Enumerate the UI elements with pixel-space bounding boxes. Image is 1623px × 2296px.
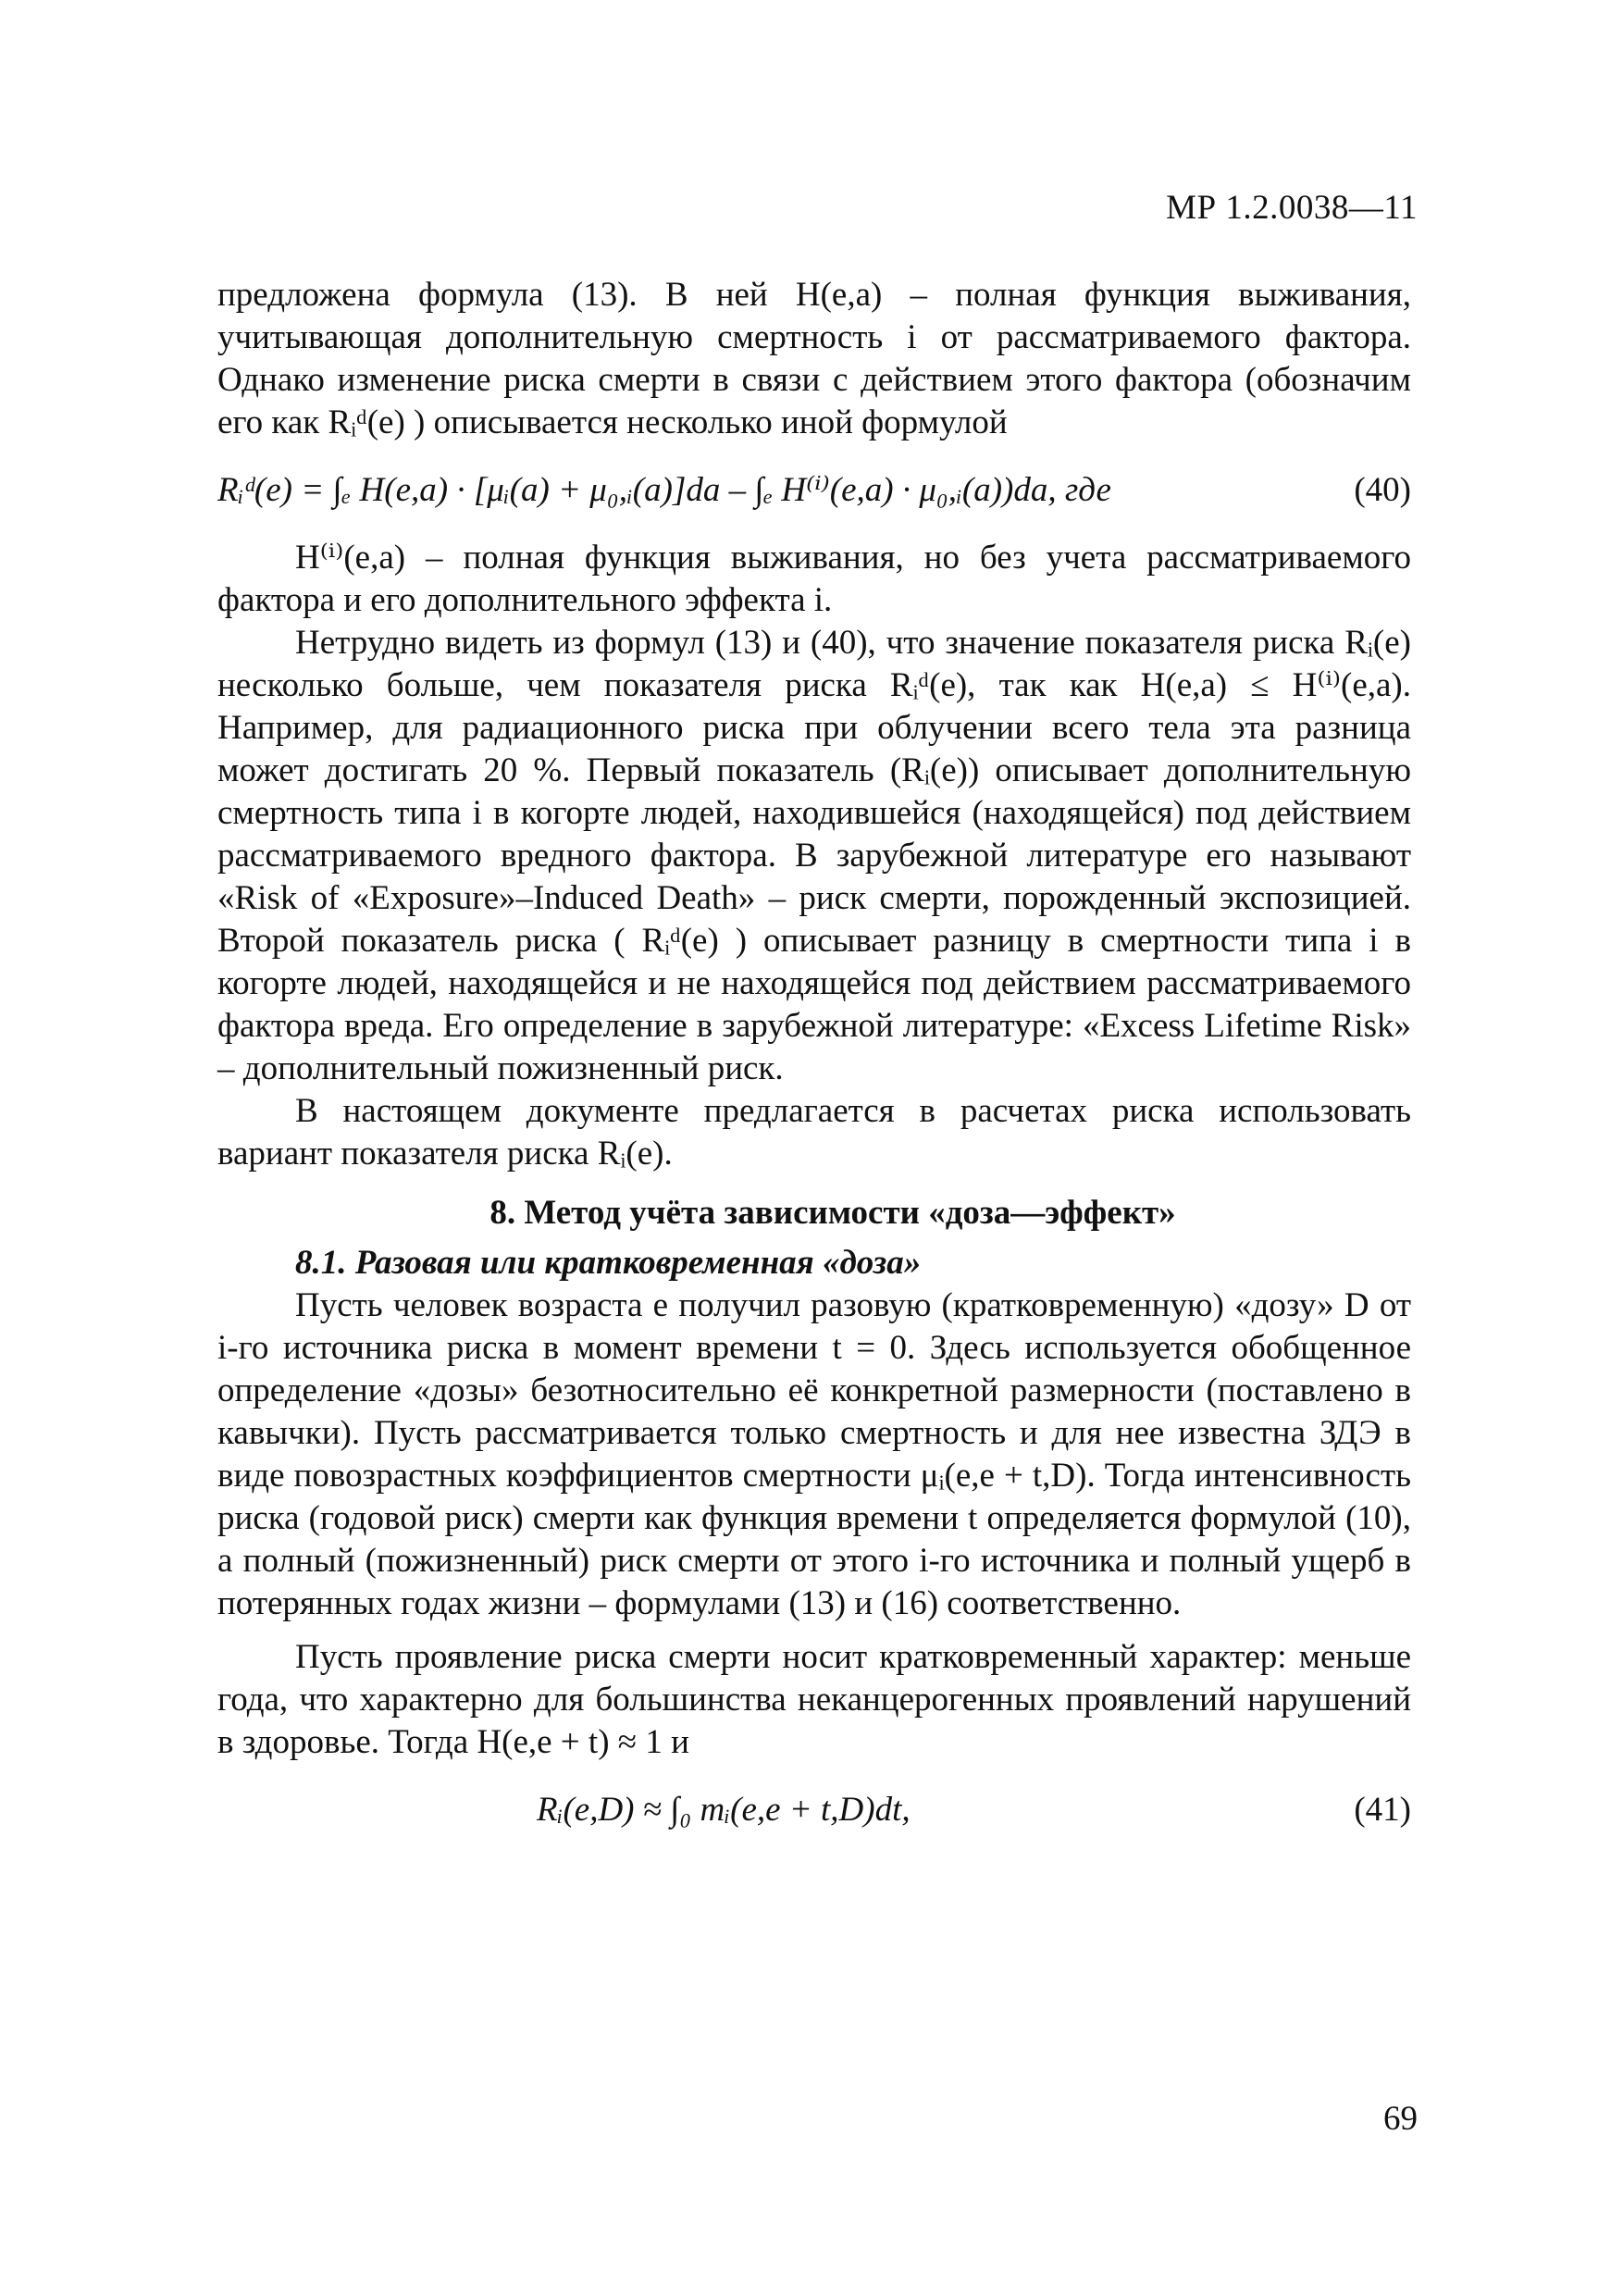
page-body: [217, 274, 1411, 1856]
formula-40-number: (40): [1354, 471, 1411, 509]
paragraph-h-definition: H⁽ⁱ⁾(e,a) – полная функция выживания, но без учета рассматриваемого фактора и его дополнительного эффекта i.: [217, 539, 1411, 619]
paragraph-intro: предложена формула (13). В ней H(e,a) – полная функция выживания, учитывающая дополнительную смертность i от рассматриваемого фактора. Однако изменение риска смерти в связи с действием этого фактора (обозначим его как Rᵢᵈ(e) ) описывается несколько иной формулой: [217, 276, 1411, 441]
formula-41-number: (41): [1354, 1791, 1411, 1829]
subsection-heading: 8.1. Разовая или кратковременная «доза»: [295, 1244, 922, 1282]
formula-41: Rᵢ(e,D) ≈ ∫₀ mᵢ(e,e + t,D)dt,: [537, 1791, 911, 1829]
paragraph-recommendation: В настоящем документе предлагается в расчетах риска использовать вариант показателя риска Rᵢ(e).: [217, 1092, 1411, 1173]
paragraph-short-term: Пусть проявление риска смерти носит кратковременный характер: меньше года, что характерно для большинства неканцерогенных проявлений нарушений в здоровье. Тогда H(e,e + t) ≈ 1 и: [217, 1638, 1411, 1761]
section-heading: 8. Метод учёта зависимости «доза—эффект»: [489, 1194, 1176, 1232]
paragraph-single-dose: Пусть человек возраста е получил разовую (кратковременную) «дозу» D от i-го источника риска в момент времени t = 0. Здесь используется обобщенное определение «дозы» безотносительно её конкретной размерности (поставлено в кавычки). Пусть рассматривается только смертность и для нее известна ЗДЭ в виде повозрастных коэффициентов смертности μᵢ(e,e + t,D). Тогда интенсивность риска (годовой риск) смерти как функция времени t определяется формулой (10), а полный (пожизненный) риск смерти от этого i-го источника и полный ущерб в потерянных годах жизни – формулами (13) и (16) соответственно.: [217, 1286, 1411, 1622]
paragraph-gap: [217, 1625, 1411, 1636]
formula-40: Rᵢᵈ(e) = ∫ₑ H(e,a) · [μᵢ(a) + μ₀,ᵢ(a)]da – ∫ₑ H⁽ⁱ⁾(e,a) · μ₀,ᵢ(a))da, где: [217, 471, 1111, 509]
document-code-header: МР 1.2.0038—11: [1166, 189, 1418, 227]
paragraph-comparison: Нетрудно видеть из формул (13) и (40), что значение показателя риска Rᵢ(e) несколько больше, чем показателя риска Rᵢᵈ(e), так как H(e,a) ≤ H⁽ⁱ⁾(e,a). Например, для радиационного риска при облучении всего тела эта разница может достигать 20 %. Первый показатель (Rᵢ(e)) описывает дополнительную смертность типа i в когорте людей, находившейся (находящейся) под действием рассматриваемого вредного фактора. В зарубежной литературе его называют «Risk of «Exposure»–Induced Death» – риск смерти, порожденный экспозицией. Второй показатель риска ( Rᵢᵈ(e) ) описывает разницу в смертности типа i в когорте людей, находящейся и не находящейся под действием рассматриваемого фактора вреда. Его определение в зарубежной литературе: «Excess Lifetime Risk» – дополнительный пожизненный риск.: [217, 624, 1411, 1087]
formula-41-line: [217, 1768, 1411, 1853]
formula-40-line: [217, 448, 1411, 533]
page-number: 69: [1383, 2100, 1418, 2138]
